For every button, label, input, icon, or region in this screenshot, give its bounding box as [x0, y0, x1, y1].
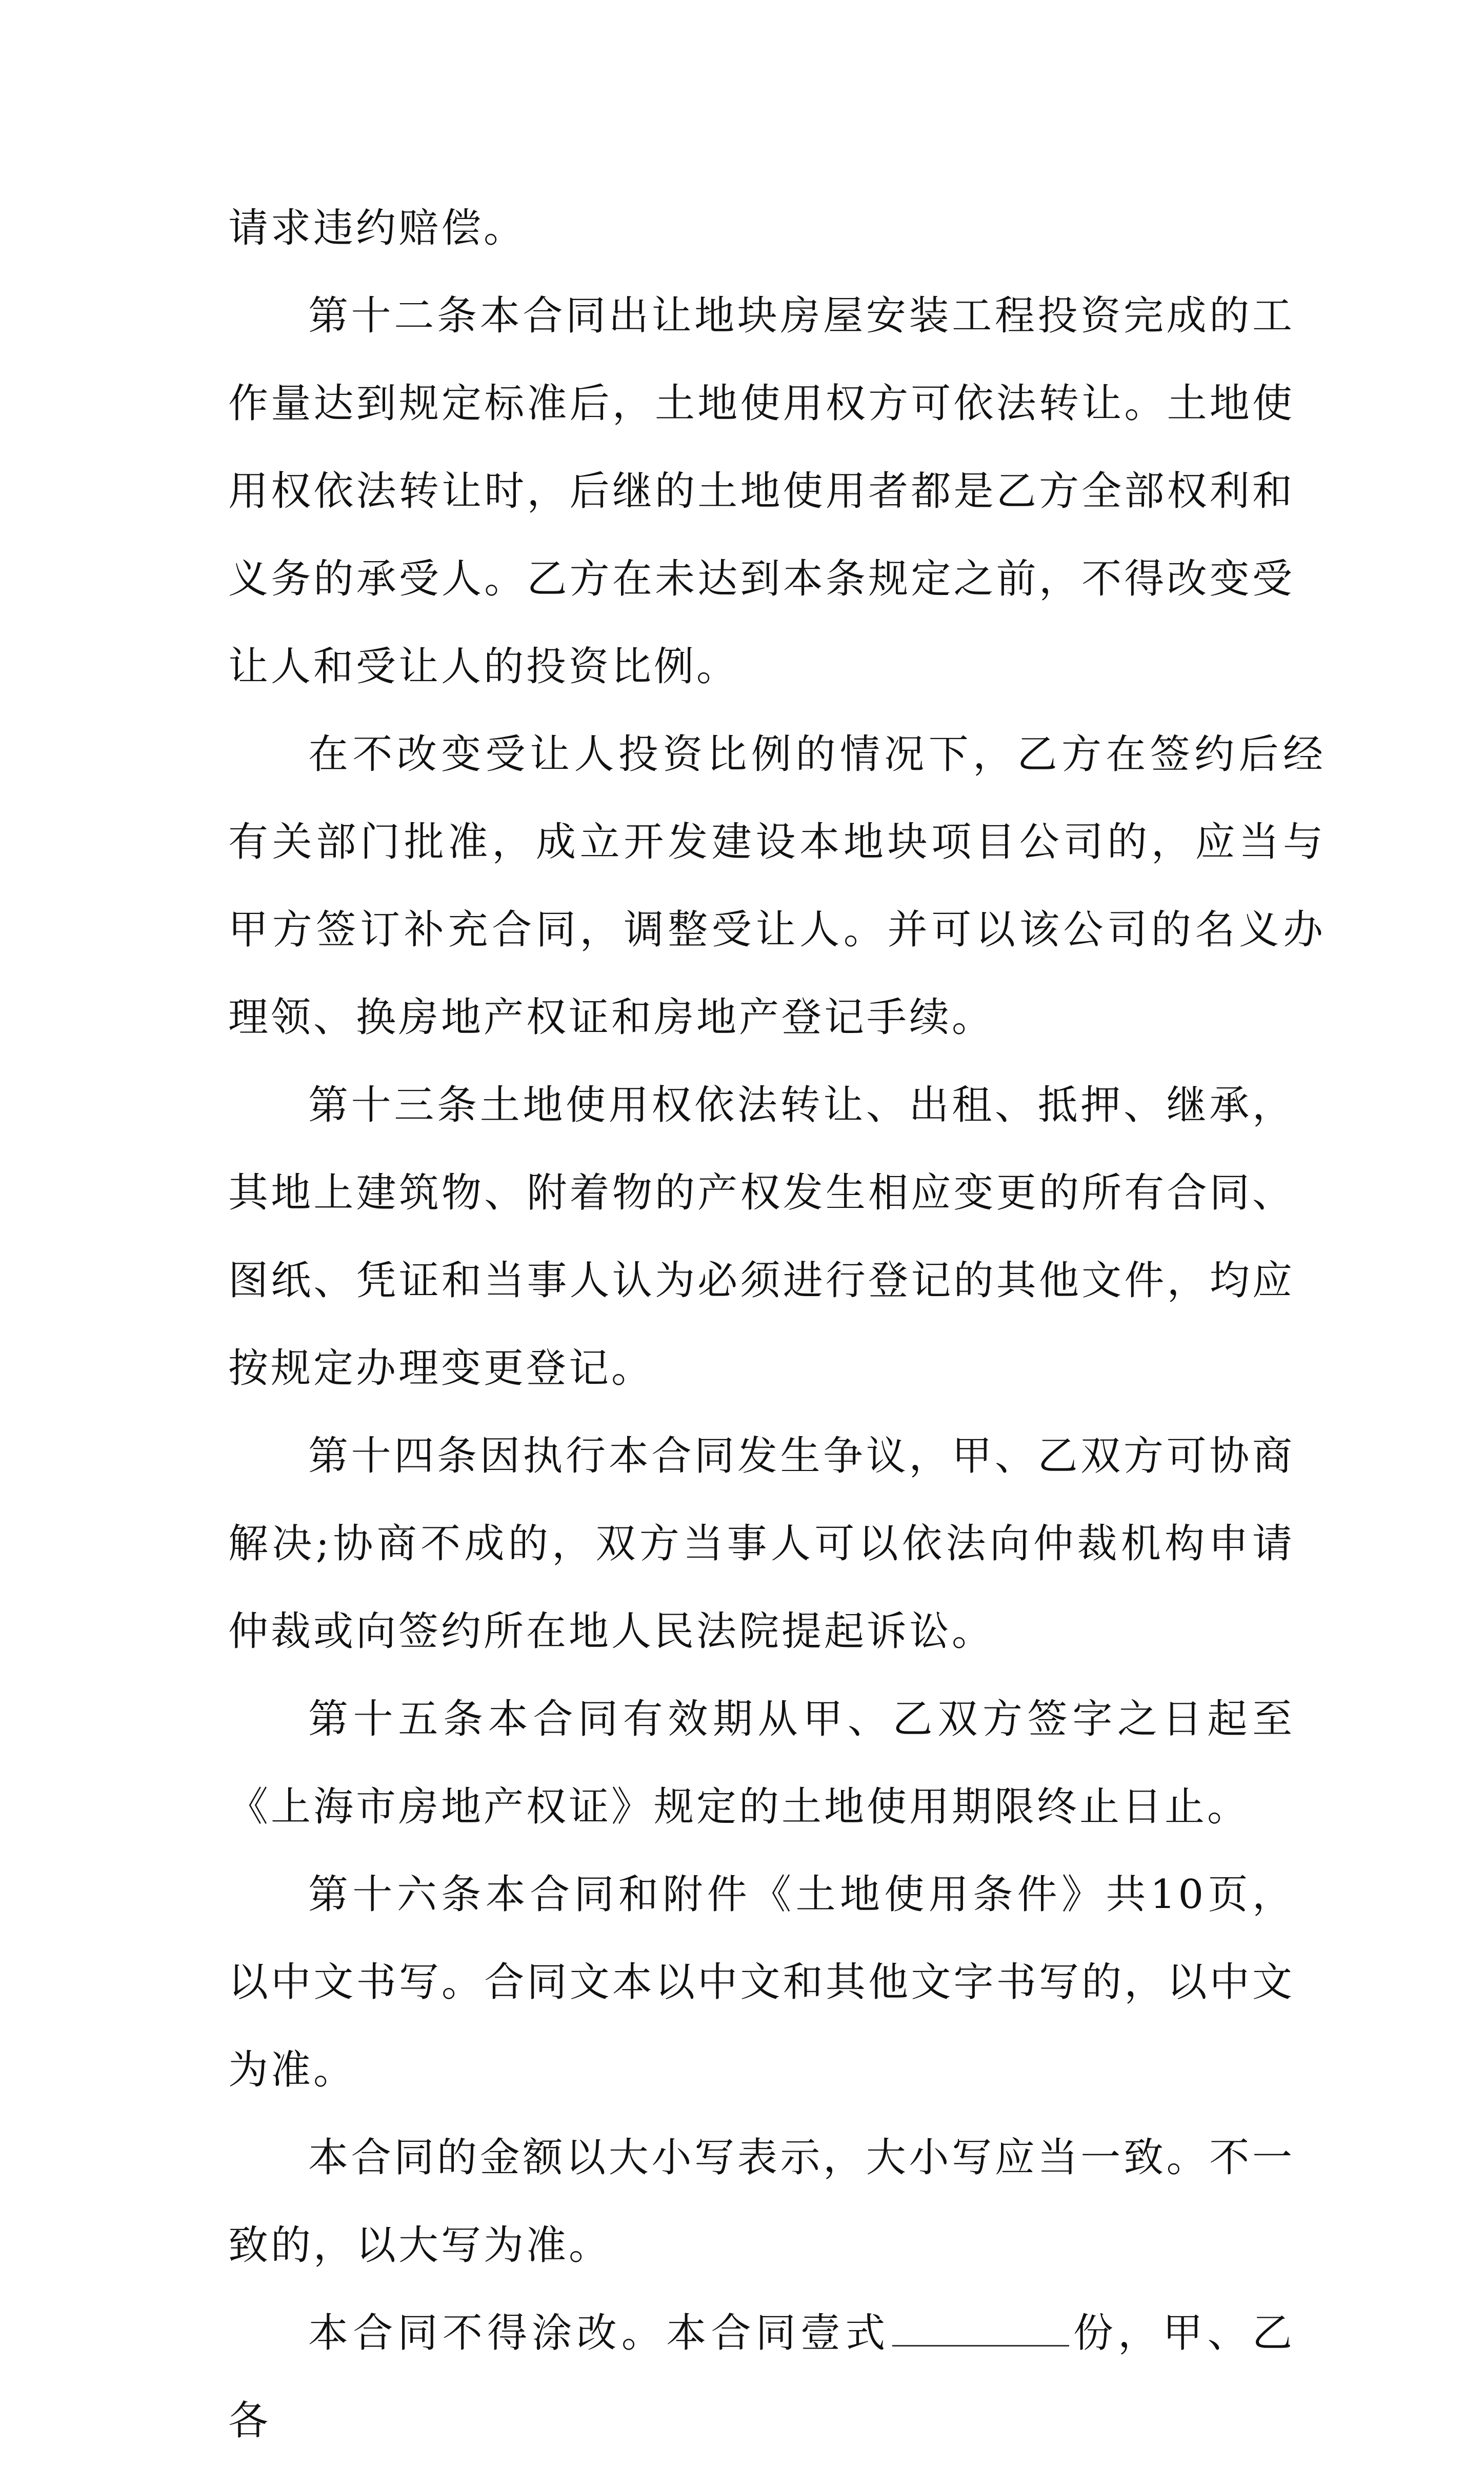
paragraph-clause-11-end: 请求违约赔偿。: [228, 205, 527, 251]
paragraph-copies: [228, 2290, 1295, 2465]
copies-blank-line: [892, 2311, 1069, 2347]
paragraph-clause-15: 第十五条本合同有效期从甲、乙双方签字之日起至《上海市房地产权证》规定的土地使用期限终止日止。: [228, 1696, 1295, 1830]
paragraph-clause-12: 第十二条本合同出让地块房屋安装工程投资完成的工作量达到规定标准后，土地使用权方可依法转让。土地使用权依法转让时，后继的土地使用者都是乙方全部权利和义务的承受人。乙方在未达到本条规定之前，不得改变受让人和受让人的投资比例。: [228, 293, 1295, 690]
paragraph-clause-13: 第十三条土地使用权依法转让、出租、抵押、继承，其地上建筑物、附着物的产权发生相应变更的所有合同、图纸、凭证和当事人认为必须进行登记的其他文件，均应按规定办理变更登记。: [228, 1082, 1295, 1391]
paragraph-clause-14: 第十四条因执行本合同发生争议，甲、乙双方可协商解决;协商不成的，双方当事人可以依法向仲裁机构申请仲裁或向签约所在地人民法院提起诉讼。: [228, 1433, 1295, 1655]
document-body: [228, 185, 1326, 2465]
copies-text-before: 本合同不得涂改。本合同壹式: [308, 2310, 890, 2356]
paragraph-clause-16: 第十六条本合同和附件《土地使用条件》共10页，以中文书写。合同文本以中文和其他文字书写的，以中文为准。: [228, 1872, 1295, 2093]
paragraph-clause-12-supplement: 在不改变受让人投资比例的情况下，乙方在签约后经有关部门批准，成立开发建设本地块项目公司的，应当与甲方签订补充合同，调整受让人。并可以该公司的名义办理领、换房地产权证和房地产登记手续。: [228, 731, 1326, 1041]
copies-text-after: 份，甲、乙各: [228, 2310, 1295, 2444]
paragraph-amount-rule: 本合同的金额以大小写表示，大小写应当一致。不一致的，以大写为准。: [228, 2135, 1295, 2269]
